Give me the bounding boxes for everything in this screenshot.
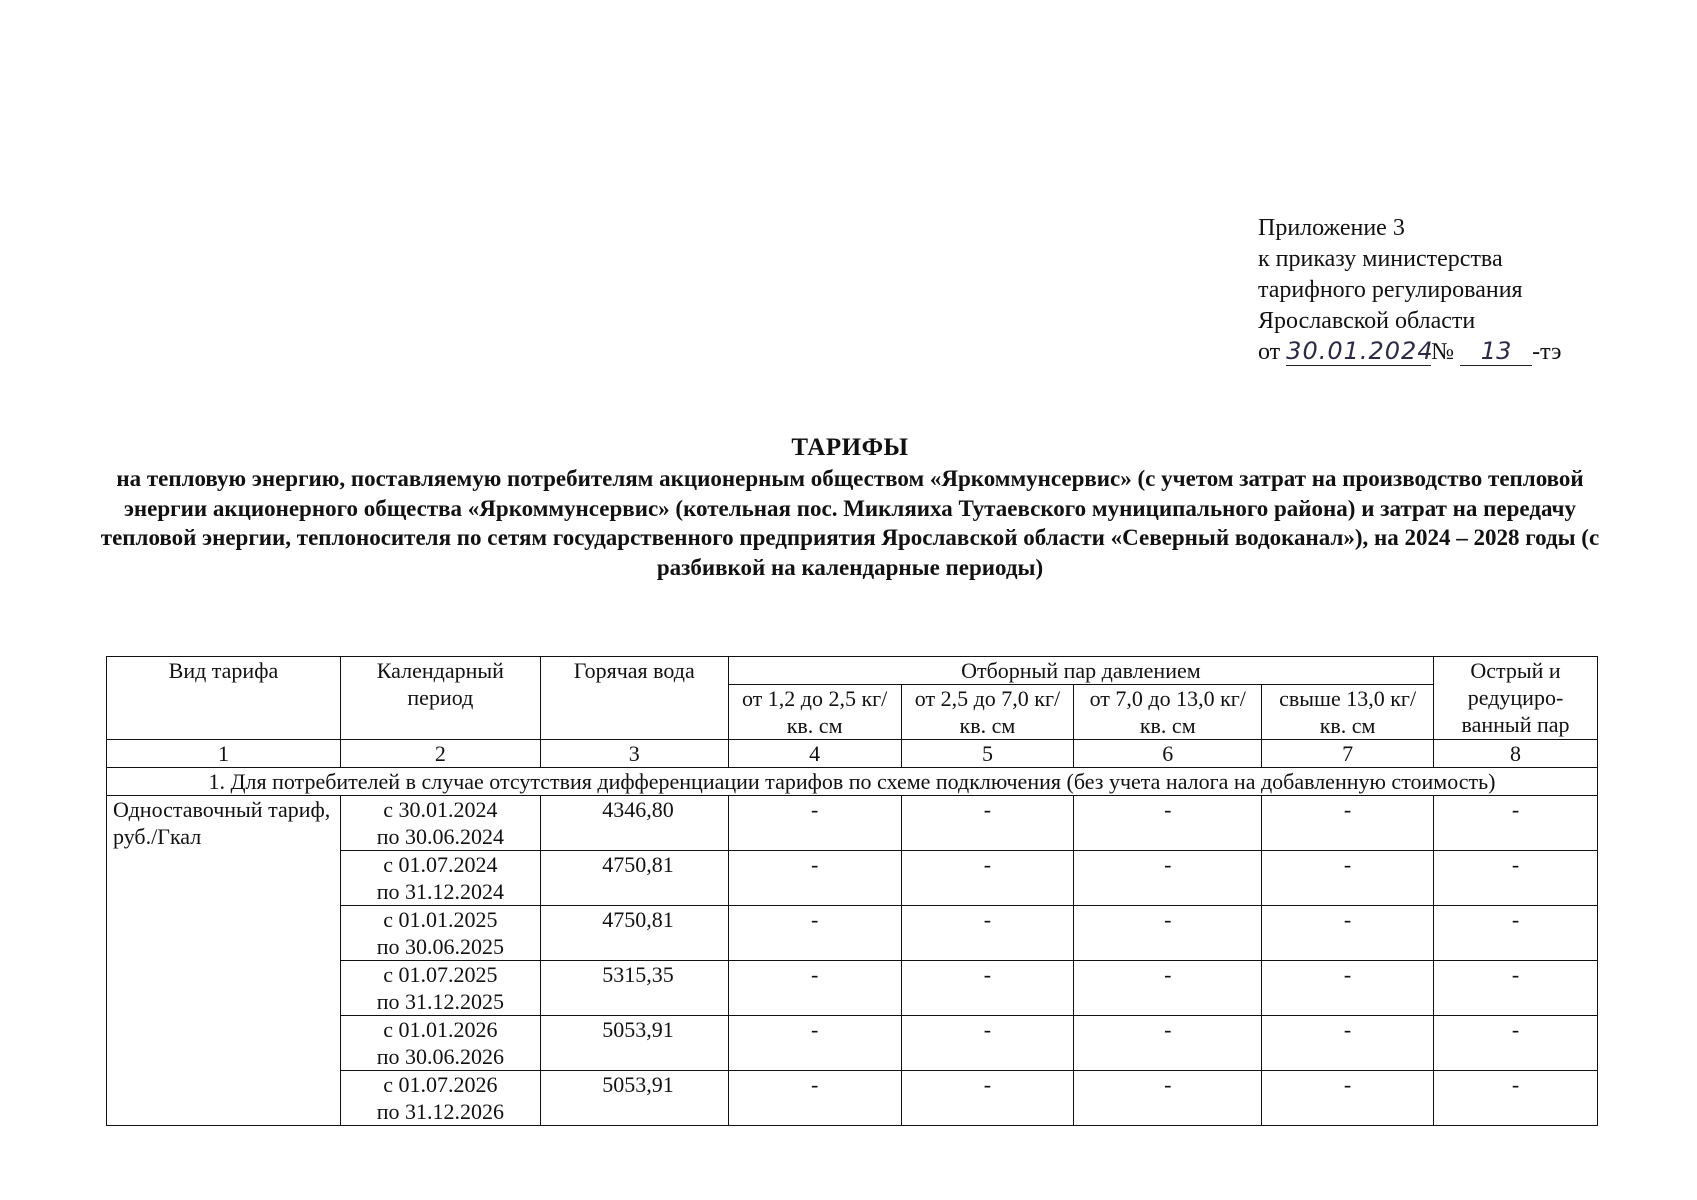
column-number: 8 bbox=[1434, 740, 1598, 768]
steam-2-value: - bbox=[901, 851, 1074, 906]
sharp-steam-value: - bbox=[1434, 796, 1598, 851]
hot-water-value: 5315,35 bbox=[540, 961, 728, 1016]
document-title-block bbox=[100, 432, 1600, 582]
document-title: ТАРИФЫ bbox=[791, 434, 909, 461]
header-steam-7-13: от 7,0 до 13,0 кг/ кв. см bbox=[1074, 685, 1262, 740]
table-row bbox=[107, 796, 1598, 851]
steam-3-value: - bbox=[1074, 1016, 1262, 1071]
header-steam-pressure-group: Отборный пар давлением bbox=[728, 657, 1433, 685]
period-cell: с 01.01.2025 по 30.06.2025 bbox=[340, 906, 540, 961]
steam-1-value: - bbox=[728, 906, 901, 961]
appendix-order-line: к приказу министерства bbox=[1258, 246, 1503, 272]
section-title: 1. Для потребителей в случае отсутствия дифференциации тарифов по схеме подключения (без учета налога на добавленную стоимость) bbox=[107, 768, 1598, 796]
period-cell: с 01.07.2025 по 31.12.2025 bbox=[340, 961, 540, 1016]
hot-water-value: 4750,81 bbox=[540, 851, 728, 906]
steam-4-value: - bbox=[1262, 906, 1434, 961]
hot-water-value: 5053,91 bbox=[540, 1016, 728, 1071]
header-hot-water: Горячая вода bbox=[540, 657, 728, 740]
appendix-title: Приложение 3 bbox=[1258, 215, 1405, 241]
appendix-ministry-line: тарифного регулирования bbox=[1258, 277, 1523, 303]
steam-1-value: - bbox=[728, 796, 901, 851]
header-steam-over-13: свыше 13,0 кг/ кв. см bbox=[1262, 685, 1434, 740]
tariff-kind-cell: Одноставочный тариф, руб./Гкал bbox=[107, 796, 341, 1126]
from-label: от bbox=[1258, 339, 1281, 365]
sharp-steam-value: - bbox=[1434, 1071, 1598, 1126]
handwritten-date: 30.01.2024 bbox=[1286, 337, 1434, 365]
sharp-steam-value: - bbox=[1434, 961, 1598, 1016]
header-steam-2-5-7: от 2,5 до 7,0 кг/ кв. см bbox=[901, 685, 1074, 740]
steam-1-value: - bbox=[728, 851, 901, 906]
steam-4-value: - bbox=[1262, 1071, 1434, 1126]
steam-2-value: - bbox=[901, 796, 1074, 851]
column-number: 4 bbox=[728, 740, 901, 768]
sharp-steam-value: - bbox=[1434, 851, 1598, 906]
header-steam-1-2-5: от 1,2 до 2,5 кг/ кв. см bbox=[728, 685, 901, 740]
steam-2-value: - bbox=[901, 1016, 1074, 1071]
header-row-1 bbox=[107, 657, 1598, 685]
period-cell: с 30.01.2024 по 30.06.2024 bbox=[340, 796, 540, 851]
hot-water-value: 5053,91 bbox=[540, 1071, 728, 1126]
steam-4-value: - bbox=[1262, 796, 1434, 851]
header-tariff-kind: Вид тарифа bbox=[107, 657, 341, 740]
column-number: 5 bbox=[901, 740, 1074, 768]
steam-2-value: - bbox=[901, 906, 1074, 961]
tariffs-table bbox=[106, 656, 1598, 1126]
appendix-block bbox=[1258, 213, 1658, 368]
header-sharp-steam: Острый и редуциро-ванный пар bbox=[1434, 657, 1598, 740]
steam-3-value: - bbox=[1074, 796, 1262, 851]
steam-1-value: - bbox=[728, 1071, 901, 1126]
column-number: 7 bbox=[1262, 740, 1434, 768]
document-subtitle: на тепловую энергию, поставляемую потребителям акционерным обществом «Яркоммунсервис» (с учетом затрат на производство тепловой энергии акционерного общества «Яркоммунсервис» (котельная пос. Микляиха Тутаевского муниципального района) и затрат на передачу тепловой энергии, теплоносителя по сетям государственного предприятия Ярославской области «Северный водоканал»), на 2024 – 2028 годы (с разбивкой на календарные периоды) bbox=[100, 466, 1600, 580]
appendix-region-line: Ярославской области bbox=[1258, 308, 1476, 334]
steam-2-value: - bbox=[901, 961, 1074, 1016]
sharp-steam-value: - bbox=[1434, 1016, 1598, 1071]
period-cell: с 01.01.2026 по 30.06.2026 bbox=[340, 1016, 540, 1071]
header-calendar-period: Календарный период bbox=[340, 657, 540, 740]
column-number-row bbox=[107, 740, 1598, 768]
steam-1-value: - bbox=[728, 961, 901, 1016]
steam-4-value: - bbox=[1262, 851, 1434, 906]
number-label: № bbox=[1431, 339, 1455, 365]
period-cell: с 01.07.2024 по 31.12.2024 bbox=[340, 851, 540, 906]
section-row bbox=[107, 768, 1598, 796]
appendix-date-line bbox=[1258, 337, 1658, 368]
handwritten-number: 13 bbox=[1460, 337, 1532, 366]
hot-water-value: 4750,81 bbox=[540, 906, 728, 961]
column-number: 1 bbox=[107, 740, 341, 768]
number-suffix: -тэ bbox=[1532, 339, 1562, 365]
column-number: 6 bbox=[1074, 740, 1262, 768]
steam-3-value: - bbox=[1074, 961, 1262, 1016]
steam-4-value: - bbox=[1262, 961, 1434, 1016]
period-cell: с 01.07.2026 по 31.12.2026 bbox=[340, 1071, 540, 1126]
steam-3-value: - bbox=[1074, 906, 1262, 961]
steam-1-value: - bbox=[728, 1016, 901, 1071]
steam-2-value: - bbox=[901, 1071, 1074, 1126]
steam-3-value: - bbox=[1074, 1071, 1262, 1126]
column-number: 3 bbox=[540, 740, 728, 768]
steam-3-value: - bbox=[1074, 851, 1262, 906]
steam-4-value: - bbox=[1262, 1016, 1434, 1071]
column-number: 2 bbox=[340, 740, 540, 768]
hot-water-value: 4346,80 bbox=[540, 796, 728, 851]
sharp-steam-value: - bbox=[1434, 906, 1598, 961]
